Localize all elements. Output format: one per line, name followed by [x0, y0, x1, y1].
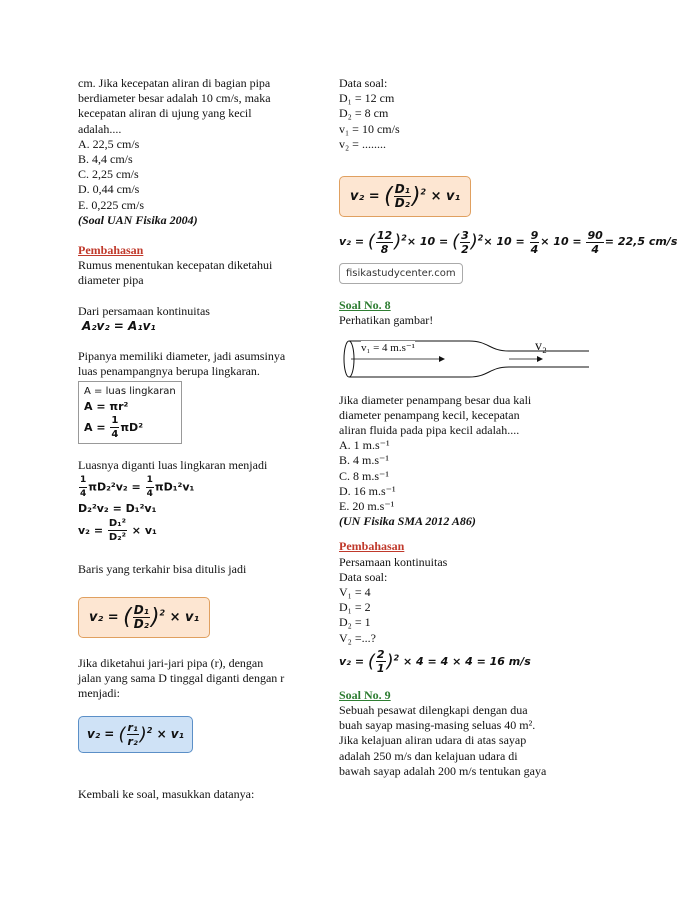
- option-b: B. 4,4 cm/s: [78, 152, 133, 167]
- option-d: D. 16 m.s⁻¹: [339, 483, 396, 498]
- diameter-eq: D₂²v₂ = D₁²v₁: [78, 501, 157, 515]
- text-line: menjadi:: [78, 686, 120, 701]
- pipe-v1-label: v₁ = 4 m.s⁻¹: [361, 341, 415, 356]
- text-line: Jika diameter penampang besar dua kali: [339, 392, 532, 407]
- area-eq1: A = πr²: [84, 400, 129, 414]
- text-line: cm. Jika kecepatan aliran di bagian pipa: [78, 76, 271, 90]
- data-line: V₁ = 4: [339, 585, 371, 600]
- text-line: Jika kelajuan aliran udara di atas sayap: [339, 733, 527, 748]
- data-line: V₂ =...?: [339, 630, 376, 645]
- area-label: A = luas lingkaran: [84, 386, 176, 398]
- text-line: kecepatan aliran di ujung yang kecil: [78, 106, 252, 121]
- area-formula-box: [78, 381, 182, 444]
- data-line: D₁ = 12 cm: [339, 91, 395, 106]
- diameter-ratio-formula-box: v₂ = ( $\frac{\text{D₁}}{\text{D₂}}$ )$^2$ × v₁: [78, 597, 210, 638]
- calculation-eq-2: v₂ = ( $\frac{2}{1}$ )$^2$ × 4 = 4 × 4 = 16 m/s: [339, 648, 531, 676]
- diameter-ratio-formula-box: v₂ = ( $\frac{\text{D₁}}{\text{D₂}}$ )$^2$ × v₁: [339, 176, 471, 217]
- watermark-label: fisikastudycenter.com: [339, 263, 463, 284]
- data-line: D₂ = 1: [339, 615, 371, 630]
- v2-eq: v₂ = $\frac{\text{D₁²}}{\text{D₂²}}$ × v₁: [78, 518, 157, 544]
- data-line: v₂ = ........: [339, 136, 386, 151]
- text-line: Sebuah pesawat dilengkapi dengan dua: [339, 703, 528, 718]
- pipe-diagram: [339, 335, 589, 385]
- data-line: v₁ = 10 cm/s: [339, 121, 400, 136]
- left-column: [78, 76, 314, 802]
- pembahasan-heading: Pembahasan: [78, 243, 144, 258]
- data-line: D₁ = 2: [339, 600, 371, 615]
- area-eq2: A = $\frac{1}{4}$ πD²: [84, 415, 144, 441]
- text-line: Rumus menentukan kecepatan diketahui: [78, 258, 273, 273]
- calculation-eq: v₂ = ( $\frac{12}{8}$ )$^2$× 10 = ( $\frac{3}{2}$ )$^2$× 10 = $\frac{9}{4}$ × 10 = $\frac{90}{4}$ = 22,5 cm/s: [339, 228, 677, 256]
- text-line: Dari persamaan kontinuitas: [78, 303, 210, 318]
- right-column: [339, 76, 677, 779]
- option-b: B. 4 m.s⁻¹: [339, 453, 389, 468]
- flow-arrowhead-1: [439, 356, 445, 362]
- continuity-equation: A₂v₂ = A₁v₁: [82, 318, 156, 333]
- text-line: adalah 250 m/s dan kelajuan udara di: [339, 748, 518, 763]
- data-title: Data soal:: [339, 569, 388, 584]
- question-source: (UN Fisika SMA 2012 A86): [339, 514, 476, 529]
- question-source: (Soal UAN Fisika 2004): [78, 212, 198, 227]
- text-line: Kembali ke soal, masukkan datanya:: [78, 786, 255, 801]
- text-line: bawah sayap adalah 200 m/s tentukan gaya: [339, 763, 547, 778]
- option-d: D. 0,44 cm/s: [78, 182, 140, 197]
- text-line: Jika diketahui jari-jari pipa (r), dengan: [78, 656, 264, 671]
- data-title: Data soal:: [339, 76, 388, 90]
- text-line: Baris yang terkahir bisa ditulis jadi: [78, 561, 247, 576]
- option-c: C. 8 m.s⁻¹: [339, 468, 389, 483]
- text-line: jalan yang sama D tinggal diganti dengan r: [78, 671, 285, 686]
- text-line: berdiameter besar adalah 10 cm/s, maka: [78, 91, 271, 106]
- option-c: C. 2,25 cm/s: [78, 167, 139, 182]
- text-line: Perhatikan gambar!: [339, 313, 434, 328]
- pipe-bottom-wall: [349, 367, 589, 377]
- pembahasan-heading: Pembahasan: [339, 539, 405, 554]
- soal9-heading: Soal No. 9: [339, 687, 391, 702]
- radius-ratio-formula-box: v₂ = ( $\frac{\text{r₁}}{\text{r₂}}$ )$^2$ × v₁: [78, 716, 193, 753]
- option-a: A. 1 m.s⁻¹: [339, 438, 390, 453]
- text-line: buah sayap masing-masing seluas 40 m².: [339, 718, 536, 733]
- text-line: diameter penampang kecil, kecepatan: [339, 407, 520, 422]
- soal8-heading: Soal No. 8: [339, 298, 391, 313]
- option-e: E. 20 m.s⁻¹: [339, 499, 395, 514]
- flow-arrowhead-2: [537, 356, 543, 362]
- option-a: A. 22,5 cm/s: [78, 136, 140, 151]
- text-line: luas penampangnya berupa lingkaran.: [78, 364, 260, 379]
- text-line: Persamaan kontinuitas: [339, 554, 448, 569]
- text-line: aliran fluida pada pipa kecil adalah....: [339, 423, 520, 438]
- text-line: Luasnya diganti luas lingkaran menjadi: [78, 458, 268, 473]
- option-e: E. 0,225 cm/s: [78, 197, 144, 212]
- pipe-v2-label: v₂: [535, 338, 547, 354]
- area-substitution-eq: $\frac{1}{4}$ πD₂²v₂ = $\frac{1}{4}$ πD₁²v₁: [80, 474, 195, 499]
- text-line: Pipanya memiliki diameter, jadi asumsinya: [78, 349, 286, 364]
- text-line: adalah....: [78, 121, 122, 136]
- text-line: diameter pipa: [78, 273, 144, 288]
- data-line: D₂ = 8 cm: [339, 106, 389, 121]
